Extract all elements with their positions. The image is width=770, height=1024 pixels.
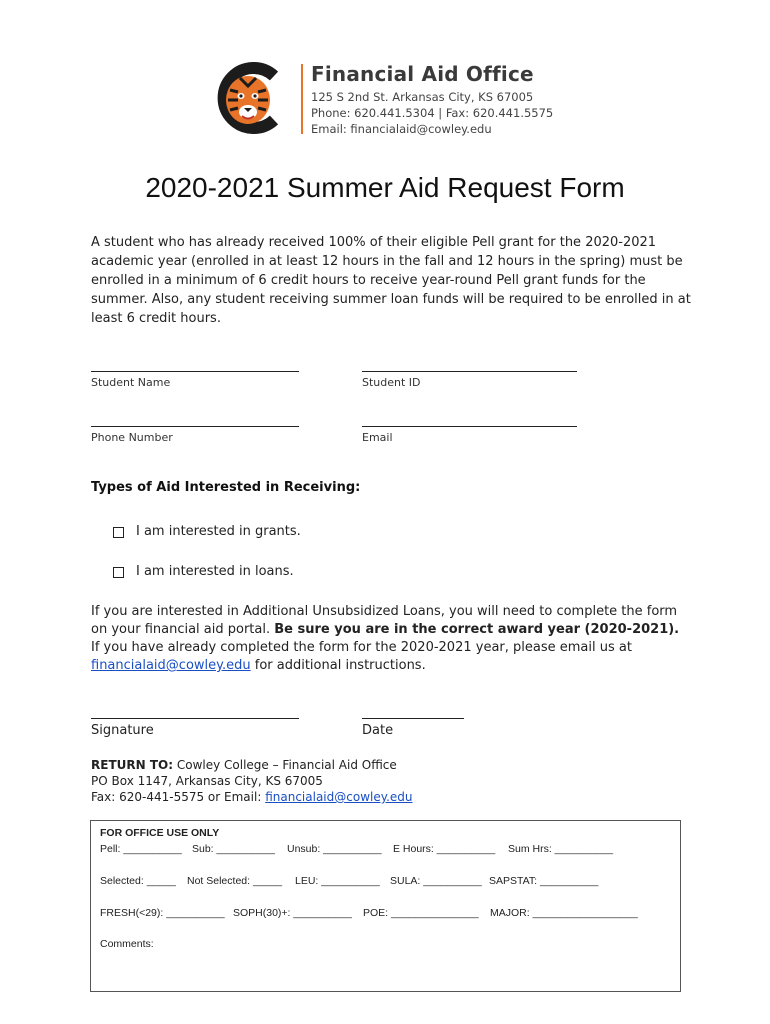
unsub-text-3: for additional instructions. <box>254 658 426 673</box>
return-line-1 <box>91 757 413 773</box>
office-name: Financial Aid Office <box>311 62 534 86</box>
e-hours-field: E Hours: __________ <box>393 843 496 855</box>
phone-number-label: Phone Number <box>91 431 173 444</box>
sub-field: Sub: __________ <box>192 843 275 855</box>
pell-field: Pell: __________ <box>100 843 182 855</box>
header-divider <box>301 64 303 134</box>
return-line-3 <box>91 789 413 805</box>
poe-field: POE: _______________ <box>363 907 479 919</box>
student-id-label: Student ID <box>362 376 421 389</box>
cowley-tiger-logo <box>212 62 294 134</box>
soph-field: SOPH(30)+: __________ <box>233 907 352 919</box>
major-field: MAJOR: __________________ <box>490 907 638 919</box>
email-field[interactable] <box>362 426 577 427</box>
phone-number-field[interactable] <box>91 426 299 427</box>
office-address: 125 S 2nd St. Arkansas City, KS 67005 <box>311 90 534 104</box>
signature-field[interactable] <box>91 718 299 719</box>
grants-checkbox[interactable] <box>113 527 124 538</box>
student-name-field[interactable] <box>91 371 299 372</box>
signature-label: Signature <box>91 723 154 738</box>
unsub-field: Unsub: __________ <box>287 843 382 855</box>
return-office: Cowley College – Financial Aid Office <box>176 758 397 772</box>
form-title: 2020-2021 Summer Aid Request Form <box>145 172 625 203</box>
return-email-link[interactable]: financialaid@cowley.edu <box>265 790 413 804</box>
financial-aid-email-link[interactable]: financialaid@cowley.edu <box>91 658 251 673</box>
office-phone-fax: Phone: 620.441.5304 | Fax: 620.441.5575 <box>311 106 554 120</box>
student-id-field[interactable] <box>362 371 577 372</box>
email-label: Email <box>362 431 393 444</box>
not-selected-field: Not Selected: _____ <box>187 875 283 887</box>
sapstat-field: SAPSTAT: __________ <box>489 875 599 887</box>
date-label: Date <box>362 723 394 738</box>
unsub-text-1: If you are interested in Additional Unsubsidized Loans, you will need to complete the form on your financial aid portal. <box>91 604 678 637</box>
return-address: PO Box 1147, Arkansas City, KS 67005 <box>91 774 323 788</box>
sum-hrs-field: Sum Hrs: __________ <box>508 843 614 855</box>
office-email: Email: financialaid@cowley.edu <box>311 122 492 136</box>
return-to-block <box>91 757 413 805</box>
unsub-text-2: If you have already completed the form for the 2020-2021 year, please email us at <box>91 640 632 655</box>
intro-paragraph: A student who has already received 100% of their eligible Pell grant for the 2020-2021 academic year (enrolled in at least 12 hours in the fall and 12 hours in the spring) must be enrolled in a minimum of 6 credit hours to receive year-round Pell grant funds for the summer. Also, any student receiving summer loan funds will be required to be enrolled in at least 6 credit hours. <box>91 235 691 326</box>
sula-field: SULA: __________ <box>390 875 482 887</box>
loans-option-label: I am interested in loans. <box>136 564 294 579</box>
return-fax: Fax: 620-441-5575 or Email: <box>91 790 262 804</box>
comments-label: Comments: <box>100 938 154 950</box>
office-use-title: FOR OFFICE USE ONLY <box>100 827 220 839</box>
return-to-label: RETURN TO: <box>91 758 174 772</box>
date-field[interactable] <box>362 718 464 719</box>
award-year-warning: Be sure you are in the correct award year (2020-2021). <box>274 622 680 637</box>
unsub-loans-paragraph <box>91 603 691 675</box>
aid-types-heading: Types of Aid Interested in Receiving: <box>91 480 361 495</box>
office-use-box <box>90 820 681 992</box>
fresh-field: FRESH(<29): __________ <box>100 907 225 919</box>
loans-checkbox[interactable] <box>113 567 124 578</box>
student-name-label: Student Name <box>91 376 171 389</box>
leu-field: LEU: __________ <box>295 875 380 887</box>
selected-field: Selected: _____ <box>100 875 176 887</box>
grants-option-label: I am interested in grants. <box>136 524 301 539</box>
